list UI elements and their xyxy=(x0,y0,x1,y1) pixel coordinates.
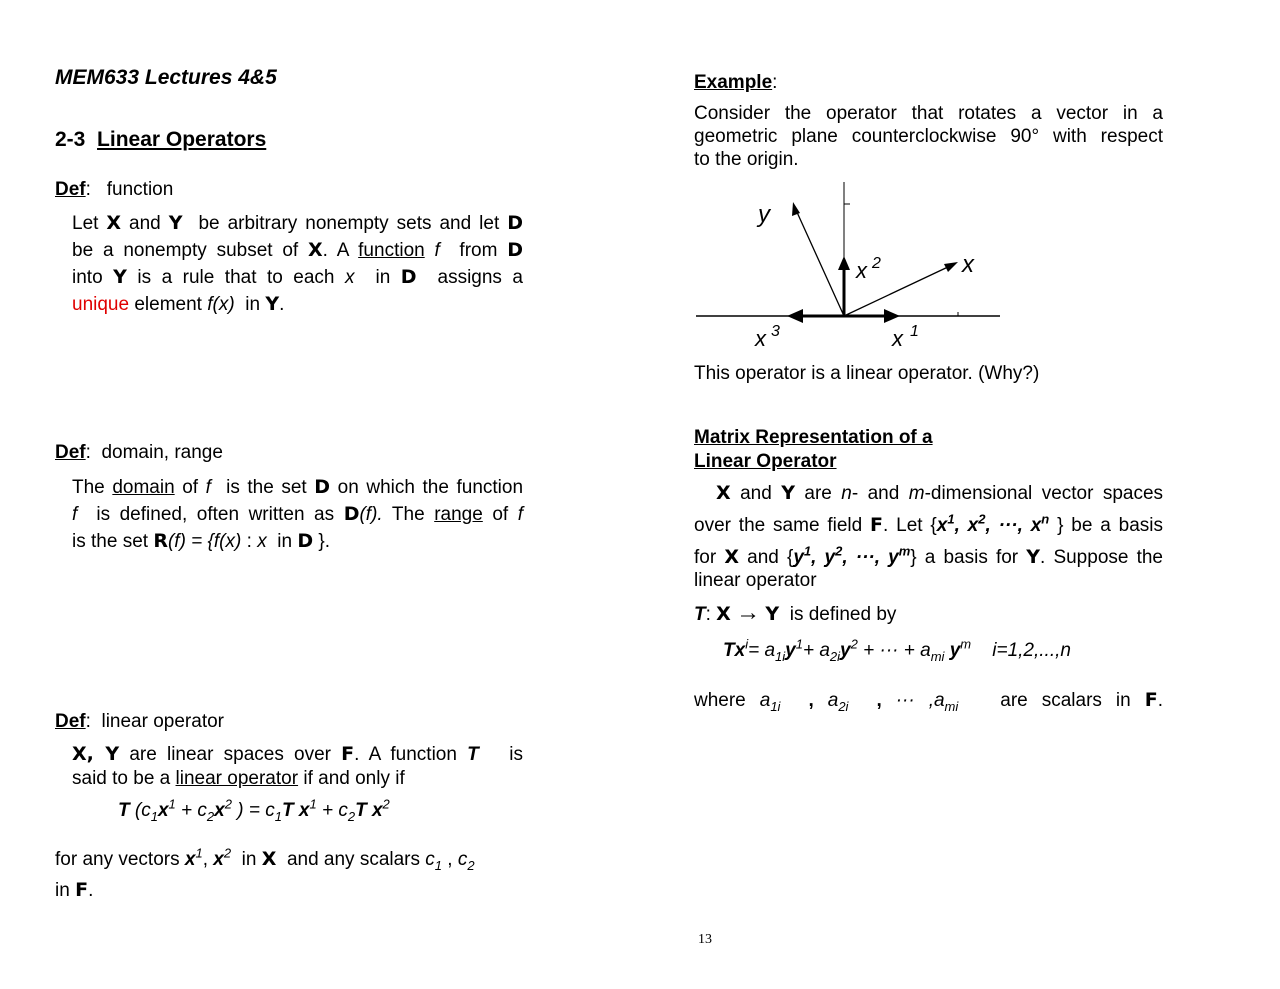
example-heading: Example: xyxy=(694,72,778,93)
def-linear-operator-tail-2: in F. xyxy=(55,879,94,901)
x1-arrowhead xyxy=(884,309,900,323)
def-function-body: Let X and Y be arbitrary nonempty sets and let D be a nonempty subset of X. A function f from D into Y is a rule that to each x in D assigns a unique element f(x) in Y. xyxy=(72,212,524,315)
x3-label: x xyxy=(755,326,766,351)
linearity-equation: T ($c_1x^1 + c_2x^2$ ) = $c_1T$ $x^1 + c_2T$ $x^2$ xyxy=(118,796,390,824)
function-term: function xyxy=(358,240,425,261)
linear-operator-term: linear operator xyxy=(175,768,299,789)
x-label: x xyxy=(962,251,974,278)
def-linear-operator-body: X, Y are linear spaces over F. A function T is said to be a linear operator if and only if xyxy=(72,743,523,789)
where-line: where $a_{1i}$ , $a_{2i}$ , ··· $,a_{mi}$ are scalars in F. xyxy=(694,689,1163,714)
def-domain-heading: Def: domain, range xyxy=(55,442,223,463)
def-linear-operator-tail: for any vectors $x^1$, $x^2$ in X and any scalars $c_1$ , $c_2$ xyxy=(55,845,475,873)
matrix-body: X and Y are n- and m-dimensional vector spaces over the same field F. Let {$x^1$, $x^2$, ···, $x^n$ } be a basis for X and {$y^1$, $y^2$, ···, $y^m$} a basis for Y. Suppose the linear operator T: X → Y is defined by xyxy=(694,482,1164,626)
def-function-heading: Def: function xyxy=(55,179,174,200)
y-label: y xyxy=(758,201,770,228)
unique-term: unique xyxy=(72,294,130,315)
lecture-header: MEM633 Lectures 4&5 xyxy=(55,66,277,89)
def-linear-operator-heading: Def: linear operator xyxy=(55,711,224,732)
rotation-diagram xyxy=(690,178,1010,358)
x2-arrowhead xyxy=(838,256,850,270)
x1-label: x xyxy=(892,326,903,351)
def-title: linear operator xyxy=(101,711,224,732)
x2-sup: 2 xyxy=(872,255,881,272)
def-label: Def xyxy=(55,711,86,732)
section-heading xyxy=(55,128,266,152)
x-arrowhead xyxy=(944,262,958,272)
matrix-equation: $Tx^i= a_{1i}y^1+ a_{2i}y^2$ + ··· + $a_{mi}$ $y^m$ i=1,2,...,n xyxy=(723,636,1071,664)
def-title: domain, range xyxy=(101,442,223,463)
def-title: function xyxy=(106,179,174,200)
section-title: Linear Operators xyxy=(97,128,267,151)
x1-sup: 1 xyxy=(910,323,919,340)
example-text: Consider the operator that rotates a vector in a geometric plane counterclockwise 90° with respect to the origin. xyxy=(694,103,1163,170)
section-number: 2-3 xyxy=(55,128,86,151)
matrix-title: Matrix Representation of a Linear Operator xyxy=(694,427,933,472)
linear-question: This operator is a linear operator. (Why?) xyxy=(694,363,1040,384)
range-term: range xyxy=(434,504,483,525)
page-number: 13 xyxy=(698,932,712,947)
y-vector xyxy=(796,210,844,316)
y-arrowhead xyxy=(792,202,800,216)
domain-term: domain xyxy=(112,477,175,498)
def-label: Def xyxy=(55,442,86,463)
x3-sup: 3 xyxy=(771,323,780,340)
def-domain-body: The domain of f is the set D on which the function f is defined, often written as D(f). The range of f is the set R(f) = {f(x) : x in D }. xyxy=(72,476,524,552)
x3-arrowhead xyxy=(787,309,803,323)
x2-label: x xyxy=(856,258,867,283)
def-label: Def xyxy=(55,179,86,200)
